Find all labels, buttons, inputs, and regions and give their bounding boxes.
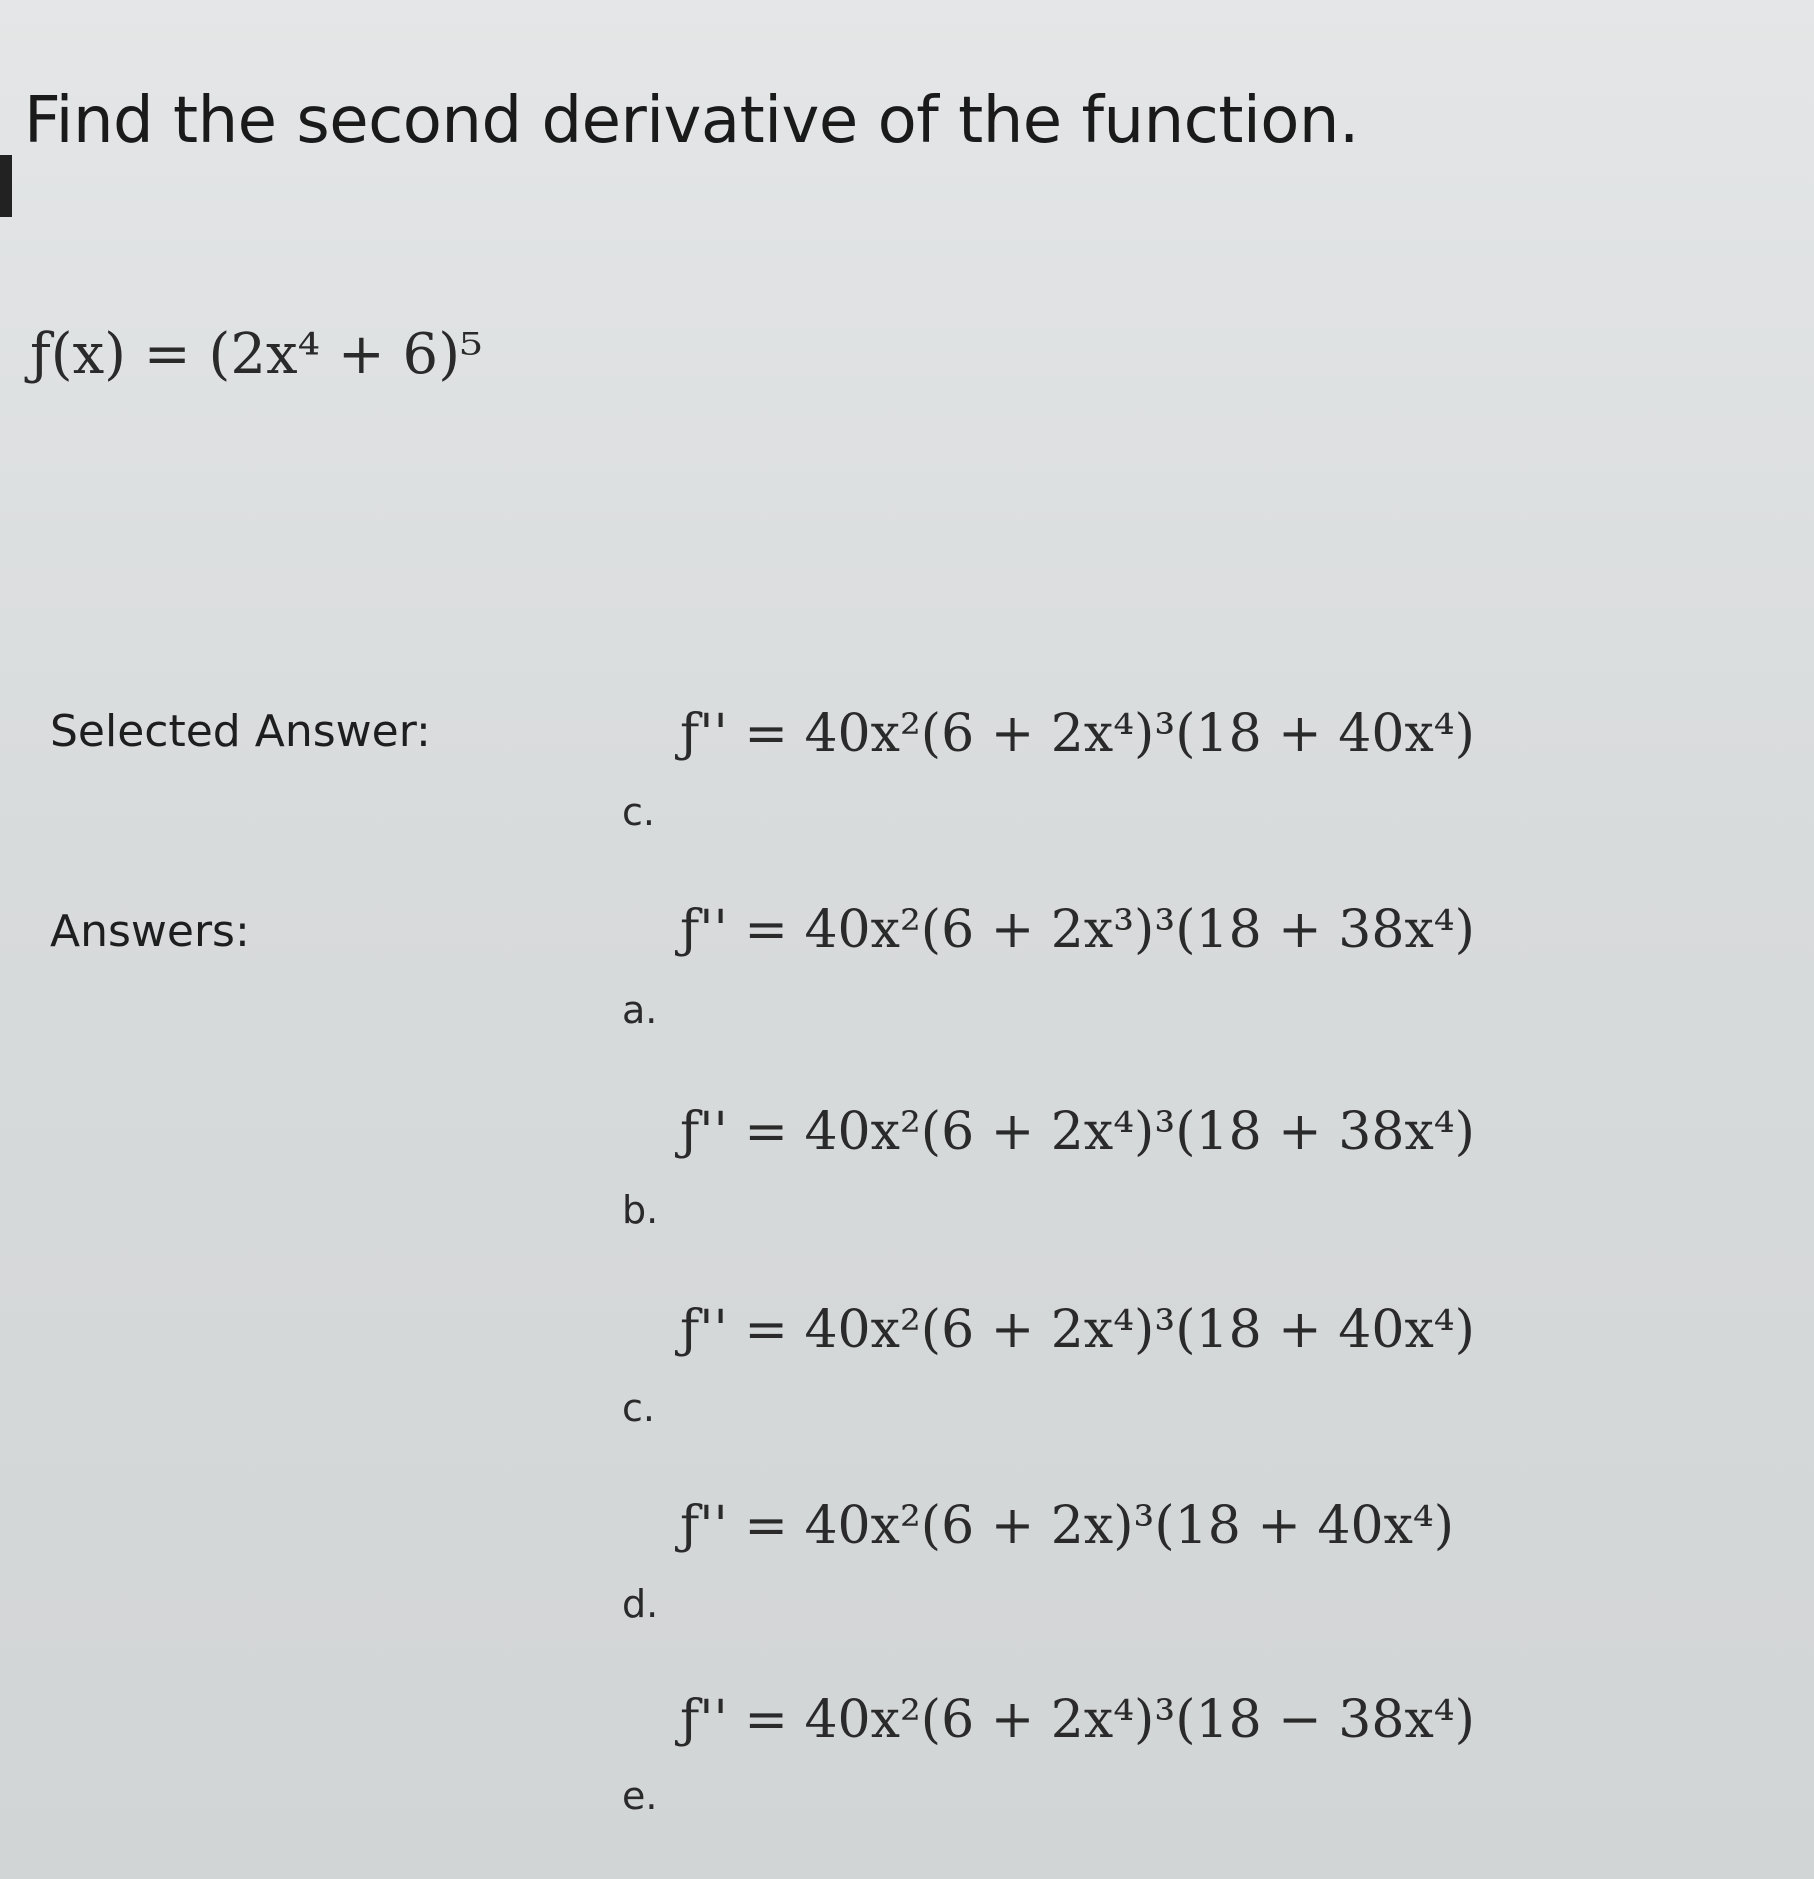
answer-option-formula: ƒ'' = 40x²(6 + 2x⁴)³(18 + 40x⁴) [680,1300,1475,1360]
selected-answer-letter: c. [622,790,655,834]
answers-label: Answers: [50,906,250,957]
answer-option-letter: c. [622,1386,655,1430]
answer-option-letter: a. [622,988,658,1032]
answer-option-formula: ƒ'' = 40x²(6 + 2x⁴)³(18 + 38x⁴) [680,1102,1475,1162]
left-edge-marker [0,155,12,217]
answer-option-letter: d. [622,1582,659,1626]
function-expression: ƒ(x) = (2x⁴ + 6)⁵ [30,322,483,387]
answer-option-formula: ƒ'' = 40x²(6 + 2x)³(18 + 40x⁴) [680,1496,1455,1556]
answer-option-formula: ƒ'' = 40x²(6 + 2x³)³(18 + 38x⁴) [680,900,1475,960]
answer-option-letter: e. [622,1774,658,1818]
selected-answer-formula: ƒ'' = 40x²(6 + 2x⁴)³(18 + 40x⁴) [680,704,1475,764]
question-title: Find the second derivative of the function. [24,84,1359,158]
selected-answer-label: Selected Answer: [50,706,431,757]
answer-option-formula: ƒ'' = 40x²(6 + 2x⁴)³(18 − 38x⁴) [680,1690,1475,1750]
answer-option-letter: b. [622,1188,659,1232]
